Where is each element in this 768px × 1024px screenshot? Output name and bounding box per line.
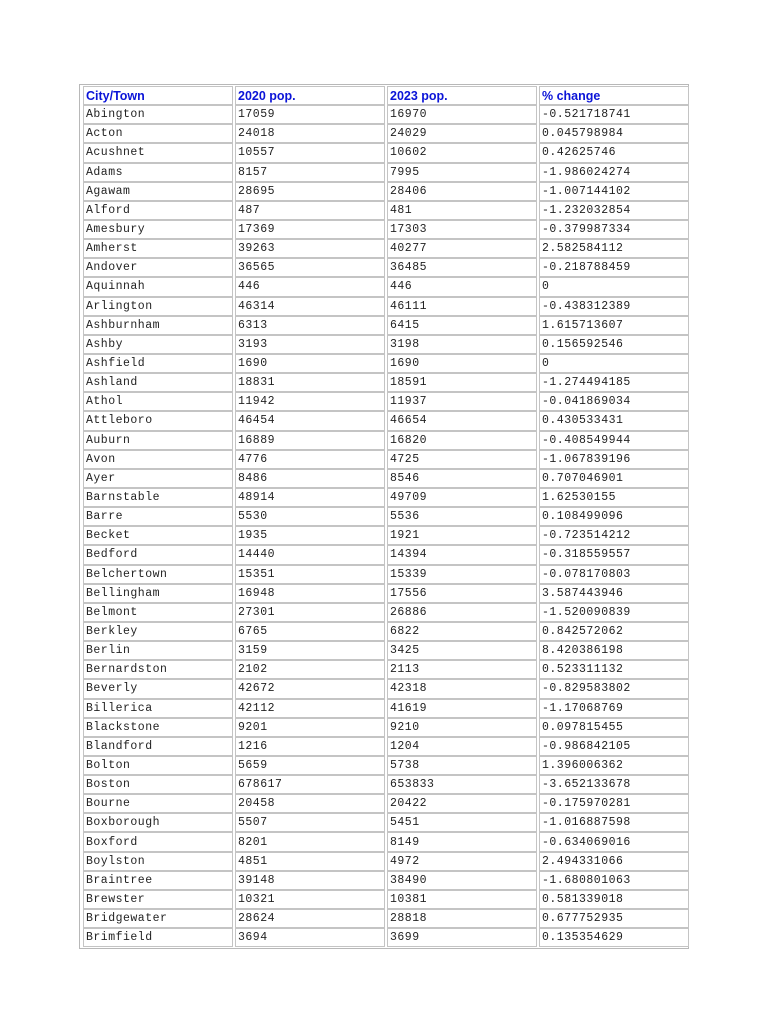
cell-city-town: Auburn <box>83 431 233 450</box>
cell-percent-change: -1.232032854 <box>539 201 689 220</box>
table-row <box>83 431 689 450</box>
cell-2020-pop: 39148 <box>235 871 385 890</box>
cell-city-town: Acushnet <box>83 143 233 162</box>
table-row <box>83 201 689 220</box>
table-row <box>83 832 689 851</box>
cell-percent-change: 8.420386198 <box>539 641 689 660</box>
header-percent-change: % change <box>539 86 689 105</box>
cell-2023-pop: 16820 <box>387 431 537 450</box>
cell-city-town: Aquinnah <box>83 277 233 296</box>
cell-2023-pop: 4725 <box>387 450 537 469</box>
cell-percent-change: 2.494331066 <box>539 852 689 871</box>
cell-percent-change: -1.17068769 <box>539 699 689 718</box>
cell-2020-pop: 17059 <box>235 105 385 124</box>
cell-city-town: Barre <box>83 507 233 526</box>
table-row <box>83 545 689 564</box>
cell-city-town: Bedford <box>83 545 233 564</box>
cell-city-town: Blandford <box>83 737 233 756</box>
cell-2020-pop: 14440 <box>235 545 385 564</box>
cell-city-town: Brewster <box>83 890 233 909</box>
table-row <box>83 718 689 737</box>
cell-2023-pop: 5738 <box>387 756 537 775</box>
cell-2023-pop: 1921 <box>387 526 537 545</box>
table-row <box>83 297 689 316</box>
cell-city-town: Belchertown <box>83 565 233 584</box>
cell-percent-change: -0.318559557 <box>539 545 689 564</box>
cell-city-town: Belmont <box>83 603 233 622</box>
table-row <box>83 277 689 296</box>
cell-city-town: Bourne <box>83 794 233 813</box>
header-2023-pop: 2023 pop. <box>387 86 537 105</box>
cell-2020-pop: 48914 <box>235 488 385 507</box>
cell-2020-pop: 8157 <box>235 163 385 182</box>
cell-2020-pop: 487 <box>235 201 385 220</box>
cell-2023-pop: 41619 <box>387 699 537 718</box>
cell-percent-change: 3.587443946 <box>539 584 689 603</box>
cell-2020-pop: 16889 <box>235 431 385 450</box>
cell-2020-pop: 678617 <box>235 775 385 794</box>
cell-city-town: Abington <box>83 105 233 124</box>
table-row <box>83 565 689 584</box>
cell-2023-pop: 8546 <box>387 469 537 488</box>
table-row <box>83 699 689 718</box>
cell-2023-pop: 20422 <box>387 794 537 813</box>
table-row <box>83 584 689 603</box>
cell-city-town: Avon <box>83 450 233 469</box>
cell-2023-pop: 14394 <box>387 545 537 564</box>
cell-city-town: Berlin <box>83 641 233 660</box>
cell-city-town: Billerica <box>83 699 233 718</box>
cell-2023-pop: 8149 <box>387 832 537 851</box>
cell-2020-pop: 1690 <box>235 354 385 373</box>
table-row <box>83 450 689 469</box>
cell-2023-pop: 11937 <box>387 392 537 411</box>
cell-city-town: Ashfield <box>83 354 233 373</box>
cell-city-town: Attleboro <box>83 411 233 430</box>
cell-percent-change: -0.218788459 <box>539 258 689 277</box>
cell-2023-pop: 17556 <box>387 584 537 603</box>
table-row <box>83 679 689 698</box>
table-header-row <box>83 86 689 105</box>
cell-city-town: Blackstone <box>83 718 233 737</box>
cell-2020-pop: 36565 <box>235 258 385 277</box>
cell-percent-change: -3.652133678 <box>539 775 689 794</box>
cell-2020-pop: 3159 <box>235 641 385 660</box>
cell-2020-pop: 10557 <box>235 143 385 162</box>
table-row <box>83 526 689 545</box>
cell-city-town: Athol <box>83 392 233 411</box>
cell-city-town: Acton <box>83 124 233 143</box>
table-row <box>83 124 689 143</box>
table-row <box>83 928 689 947</box>
cell-2023-pop: 46111 <box>387 297 537 316</box>
cell-city-town: Ayer <box>83 469 233 488</box>
cell-2020-pop: 20458 <box>235 794 385 813</box>
cell-2023-pop: 9210 <box>387 718 537 737</box>
cell-city-town: Ashburnham <box>83 316 233 335</box>
cell-percent-change: 0.097815455 <box>539 718 689 737</box>
cell-2020-pop: 42112 <box>235 699 385 718</box>
table-row <box>83 775 689 794</box>
cell-city-town: Bridgewater <box>83 909 233 928</box>
cell-2020-pop: 5507 <box>235 813 385 832</box>
population-table-container <box>79 84 689 949</box>
cell-percent-change: -1.520090839 <box>539 603 689 622</box>
cell-percent-change: 1.396006362 <box>539 756 689 775</box>
cell-2020-pop: 18831 <box>235 373 385 392</box>
cell-2020-pop: 3694 <box>235 928 385 947</box>
table-row <box>83 354 689 373</box>
cell-city-town: Berkley <box>83 622 233 641</box>
table-row <box>83 660 689 679</box>
cell-2023-pop: 3425 <box>387 641 537 660</box>
table-row <box>83 756 689 775</box>
cell-2020-pop: 4851 <box>235 852 385 871</box>
cell-2020-pop: 3193 <box>235 335 385 354</box>
table-row <box>83 603 689 622</box>
cell-2023-pop: 5451 <box>387 813 537 832</box>
table-row <box>83 641 689 660</box>
cell-city-town: Adams <box>83 163 233 182</box>
table-row <box>83 622 689 641</box>
cell-percent-change: -0.078170803 <box>539 565 689 584</box>
cell-2020-pop: 16948 <box>235 584 385 603</box>
cell-2020-pop: 6765 <box>235 622 385 641</box>
cell-percent-change: 0.108499096 <box>539 507 689 526</box>
table-row <box>83 909 689 928</box>
cell-2023-pop: 24029 <box>387 124 537 143</box>
cell-2020-pop: 1216 <box>235 737 385 756</box>
cell-city-town: Barnstable <box>83 488 233 507</box>
cell-2020-pop: 8486 <box>235 469 385 488</box>
cell-percent-change: 0 <box>539 277 689 296</box>
cell-2020-pop: 2102 <box>235 660 385 679</box>
cell-2023-pop: 10381 <box>387 890 537 909</box>
table-row <box>83 794 689 813</box>
cell-2023-pop: 28406 <box>387 182 537 201</box>
table-row <box>83 737 689 756</box>
cell-percent-change: 1.615713607 <box>539 316 689 335</box>
cell-percent-change: -0.041869034 <box>539 392 689 411</box>
cell-2023-pop: 3699 <box>387 928 537 947</box>
cell-2023-pop: 16970 <box>387 105 537 124</box>
table-row <box>83 373 689 392</box>
cell-city-town: Bolton <box>83 756 233 775</box>
cell-percent-change: 0.42625746 <box>539 143 689 162</box>
cell-city-town: Amherst <box>83 239 233 258</box>
cell-2020-pop: 24018 <box>235 124 385 143</box>
cell-2020-pop: 46454 <box>235 411 385 430</box>
cell-percent-change: -0.986842105 <box>539 737 689 756</box>
cell-2020-pop: 42672 <box>235 679 385 698</box>
cell-percent-change: -1.016887598 <box>539 813 689 832</box>
cell-2023-pop: 46654 <box>387 411 537 430</box>
cell-percent-change: -0.634069016 <box>539 832 689 851</box>
table-row <box>83 392 689 411</box>
table-row <box>83 258 689 277</box>
cell-percent-change: 0.707046901 <box>539 469 689 488</box>
cell-city-town: Amesbury <box>83 220 233 239</box>
cell-percent-change: 0.581339018 <box>539 890 689 909</box>
cell-2023-pop: 15339 <box>387 565 537 584</box>
cell-2023-pop: 49709 <box>387 488 537 507</box>
table-row <box>83 143 689 162</box>
cell-2023-pop: 17303 <box>387 220 537 239</box>
cell-city-town: Ashby <box>83 335 233 354</box>
table-row <box>83 507 689 526</box>
cell-city-town: Arlington <box>83 297 233 316</box>
table-row <box>83 871 689 890</box>
table-row <box>83 335 689 354</box>
cell-2023-pop: 1690 <box>387 354 537 373</box>
table-row <box>83 488 689 507</box>
cell-2023-pop: 2113 <box>387 660 537 679</box>
cell-2020-pop: 46314 <box>235 297 385 316</box>
cell-percent-change: -0.829583802 <box>539 679 689 698</box>
table-row <box>83 316 689 335</box>
cell-city-town: Andover <box>83 258 233 277</box>
cell-2023-pop: 28818 <box>387 909 537 928</box>
table-row <box>83 105 689 124</box>
cell-percent-change: 0.523311132 <box>539 660 689 679</box>
cell-2023-pop: 446 <box>387 277 537 296</box>
table-row <box>83 411 689 430</box>
cell-percent-change: -0.723514212 <box>539 526 689 545</box>
table-body <box>83 105 689 947</box>
table-row <box>83 813 689 832</box>
cell-2020-pop: 10321 <box>235 890 385 909</box>
cell-2023-pop: 40277 <box>387 239 537 258</box>
cell-city-town: Ashland <box>83 373 233 392</box>
cell-percent-change: 0.045798984 <box>539 124 689 143</box>
cell-percent-change: -0.521718741 <box>539 105 689 124</box>
cell-percent-change: -1.986024274 <box>539 163 689 182</box>
table-row <box>83 239 689 258</box>
cell-percent-change: -0.408549944 <box>539 431 689 450</box>
cell-2020-pop: 6313 <box>235 316 385 335</box>
cell-city-town: Boylston <box>83 852 233 871</box>
header-2020-pop: 2020 pop. <box>235 86 385 105</box>
cell-2023-pop: 26886 <box>387 603 537 622</box>
cell-city-town: Boston <box>83 775 233 794</box>
cell-percent-change: 0.842572062 <box>539 622 689 641</box>
cell-2020-pop: 5659 <box>235 756 385 775</box>
cell-2020-pop: 15351 <box>235 565 385 584</box>
cell-city-town: Agawam <box>83 182 233 201</box>
header-city-town: City/Town <box>83 86 233 105</box>
cell-2023-pop: 653833 <box>387 775 537 794</box>
cell-percent-change: 1.62530155 <box>539 488 689 507</box>
cell-city-town: Boxford <box>83 832 233 851</box>
cell-city-town: Bernardston <box>83 660 233 679</box>
cell-percent-change: -1.680801063 <box>539 871 689 890</box>
cell-percent-change: -0.379987334 <box>539 220 689 239</box>
cell-city-town: Beverly <box>83 679 233 698</box>
cell-2020-pop: 11942 <box>235 392 385 411</box>
cell-2020-pop: 27301 <box>235 603 385 622</box>
table-row <box>83 182 689 201</box>
table-row <box>83 469 689 488</box>
cell-percent-change: -1.274494185 <box>539 373 689 392</box>
cell-2023-pop: 3198 <box>387 335 537 354</box>
cell-percent-change: 0.430533431 <box>539 411 689 430</box>
cell-city-town: Boxborough <box>83 813 233 832</box>
cell-2020-pop: 28695 <box>235 182 385 201</box>
table-row <box>83 163 689 182</box>
cell-2023-pop: 6415 <box>387 316 537 335</box>
cell-2020-pop: 4776 <box>235 450 385 469</box>
cell-2023-pop: 36485 <box>387 258 537 277</box>
cell-2023-pop: 4972 <box>387 852 537 871</box>
cell-2020-pop: 9201 <box>235 718 385 737</box>
cell-percent-change: -1.067839196 <box>539 450 689 469</box>
cell-2023-pop: 5536 <box>387 507 537 526</box>
cell-2023-pop: 38490 <box>387 871 537 890</box>
cell-2020-pop: 8201 <box>235 832 385 851</box>
cell-2020-pop: 446 <box>235 277 385 296</box>
cell-2023-pop: 7995 <box>387 163 537 182</box>
table-row <box>83 220 689 239</box>
cell-city-town: Braintree <box>83 871 233 890</box>
cell-percent-change: -0.175970281 <box>539 794 689 813</box>
cell-2023-pop: 18591 <box>387 373 537 392</box>
cell-2020-pop: 28624 <box>235 909 385 928</box>
cell-city-town: Alford <box>83 201 233 220</box>
cell-2020-pop: 1935 <box>235 526 385 545</box>
cell-percent-change: 0.156592546 <box>539 335 689 354</box>
population-table <box>81 86 691 947</box>
cell-2020-pop: 17369 <box>235 220 385 239</box>
table-row <box>83 890 689 909</box>
table-row <box>83 852 689 871</box>
cell-percent-change: -0.438312389 <box>539 297 689 316</box>
cell-percent-change: 2.582584112 <box>539 239 689 258</box>
cell-percent-change: -1.007144102 <box>539 182 689 201</box>
cell-percent-change: 0.135354629 <box>539 928 689 947</box>
cell-2023-pop: 10602 <box>387 143 537 162</box>
cell-2020-pop: 39263 <box>235 239 385 258</box>
cell-city-town: Becket <box>83 526 233 545</box>
cell-2023-pop: 6822 <box>387 622 537 641</box>
cell-percent-change: 0 <box>539 354 689 373</box>
cell-percent-change: 0.677752935 <box>539 909 689 928</box>
cell-city-town: Brimfield <box>83 928 233 947</box>
cell-2020-pop: 5530 <box>235 507 385 526</box>
cell-2023-pop: 481 <box>387 201 537 220</box>
cell-2023-pop: 1204 <box>387 737 537 756</box>
cell-2023-pop: 42318 <box>387 679 537 698</box>
cell-city-town: Bellingham <box>83 584 233 603</box>
